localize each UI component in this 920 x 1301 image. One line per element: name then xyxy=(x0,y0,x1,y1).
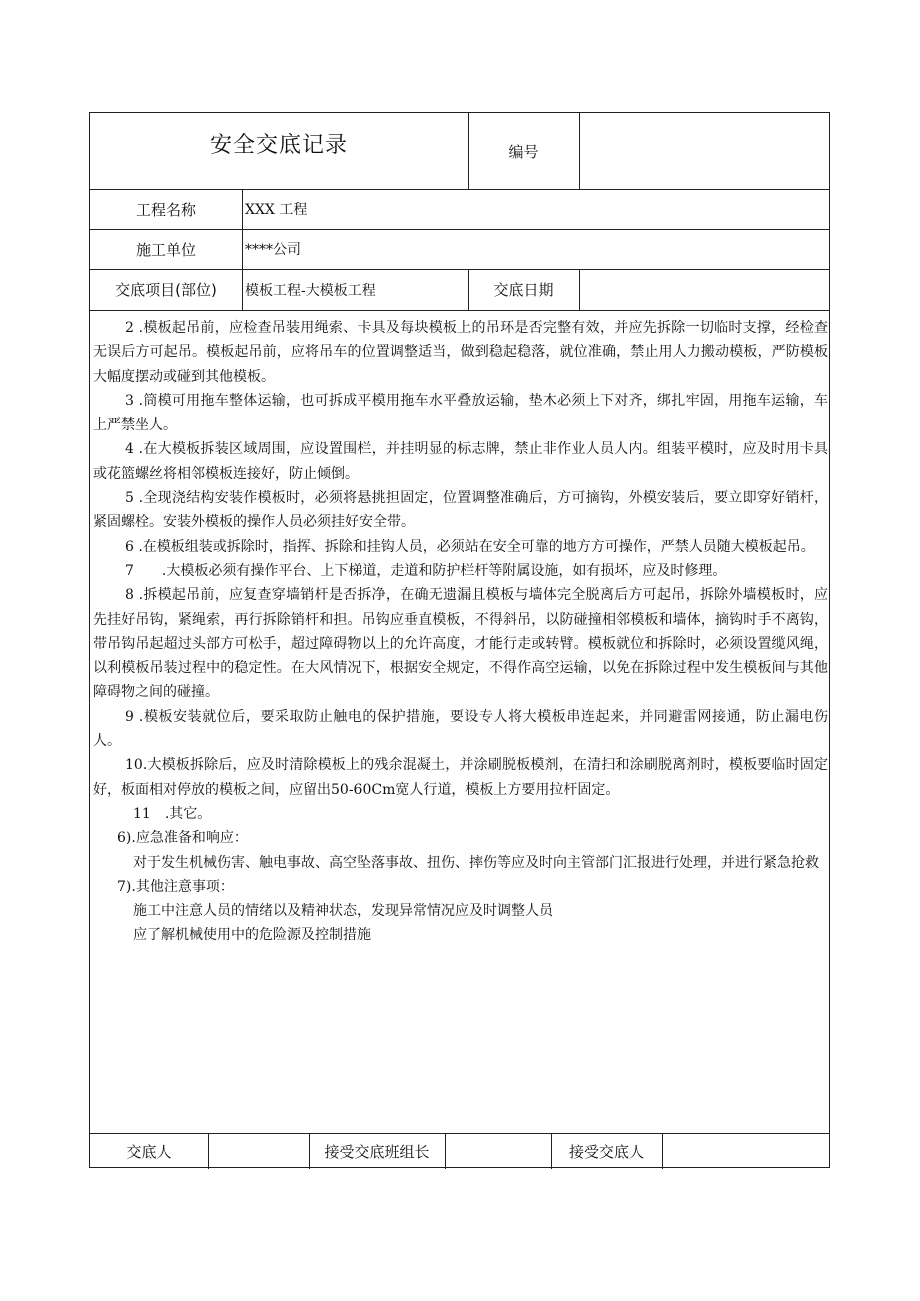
content-paragraph: 2 .模板起吊前，应检查吊装用绳索、卡具及每块模板上的吊环是否完整有效，并应先拆除一切临时支撑，经检查无误后方可起吊。模板起吊前，应将吊车的位置调整适当，做到稳起稳落，就位准确，禁止用人力搬动模板，严防模板大幅度摆动或碰到其他模板。 xyxy=(93,320,828,385)
content-item-11: 11 .其它。 xyxy=(133,805,212,822)
content-paragraph: 6 .在模板组装或拆除时，指挥、拆除和挂钩人员，必须站在安全可靠的地方方可操作，严禁人员随大模板起吊。 xyxy=(125,538,815,555)
emergency-heading: 6).应急准备和响应： xyxy=(117,830,248,847)
discloser-label: 交底人 xyxy=(126,1142,172,1161)
disclosure-date-label: 交底日期 xyxy=(493,281,554,299)
divider xyxy=(90,310,829,311)
emergency-text: 对于发生机械伤害、触电事故、高空坠落事故、扭伤、摔伤等应及时向主管部门汇报进行处理，并进行紧急抢救 xyxy=(133,854,819,871)
number-field[interactable] xyxy=(579,113,831,189)
construction-unit-value[interactable]: ****公司 xyxy=(245,242,301,258)
content-paragraph: 10.大模板拆除后，应及时清除模板上的残余混凝土，并涂刷脱板模剂，在清扫和涂刷脱离剂时，模板要临时固定好，板面相对停放的模板之间，应留出50-60Cm宽人行道，模板上方要用拉杆固定。 xyxy=(93,757,828,798)
other-notes-heading: 7).其他注意事项： xyxy=(117,878,234,895)
disclosure-date-field[interactable] xyxy=(579,269,831,310)
team-leader-signature-field[interactable] xyxy=(445,1133,551,1169)
other-note-item: 施工中注意人员的情绪以及精神状态，发现异常情况应及时调整人员 xyxy=(133,903,553,920)
disclosure-item-label: 交底项目(部位) xyxy=(115,281,217,299)
receiver-signature-field[interactable] xyxy=(662,1133,831,1169)
project-name-value[interactable]: XXX 工程 xyxy=(245,202,308,218)
page-title: 安全交底记录 xyxy=(209,132,348,158)
disclosure-content xyxy=(90,316,831,948)
safety-disclosure-form xyxy=(89,112,830,1168)
discloser-signature-field[interactable] xyxy=(208,1133,309,1169)
number-label: 编号 xyxy=(508,142,539,161)
receiver-label: 接受交底人 xyxy=(568,1142,644,1161)
content-paragraph: 4 .在大模板拆装区域周围，应设置围栏，并挂明显的标志牌，禁止非作业人员人内。组装平模时，应及时用卡具或花篮螺丝将相邻模板连接好，防止倾倒。 xyxy=(93,441,828,482)
content-paragraph: 8 .拆模起吊前，应复查穿墙销杆是否拆净，在确无遗漏且模板与墙体完全脱离后方可起吊，拆除外墙模板时，应先挂好吊钩，紧绳索，再行拆除销杆和担。吊钩应垂直模板，不得斜吊，以防碰撞相邻模板和墙体，摘钩时手不离钩，带吊钩吊起超过头部方可松手，超过障碍物以上的允许高度，才能行走或转臂。模板就位和拆除时，必须设置缆风绳，以利模板吊装过程中的稳定性。在大风情况下，根据安全规定，不得作高空运输，以免在拆除过程中发生模板间与其他障碍物之间的碰撞。 xyxy=(93,587,828,701)
project-name-label: 工程名称 xyxy=(135,200,196,219)
team-leader-label: 接受交底班组长 xyxy=(324,1142,430,1161)
content-paragraph: 9 .模板安装就位后，要采取防止触电的保护措施，要设专人将大模板串连起来，并同避雷网接通，防止漏电伤人。 xyxy=(93,708,828,750)
content-paragraph: 7 .大模板必须有操作平台、上下梯道，走道和防护栏杆等附属设施，如有损坏，应及时修理。 xyxy=(125,562,727,579)
other-note-item: 应了解机械使用中的危险源及控制措施 xyxy=(133,927,371,944)
construction-unit-label: 施工单位 xyxy=(135,240,196,259)
content-paragraph: 3 .筒模可用拖车整体运输，也可拆成平模用拖车水平叠放运输，垫木必须上下对齐，绑扎牢固，用拖车运输，车上严禁坐人。 xyxy=(93,392,828,434)
content-paragraph: 5 .全现浇结构安装作模板时，必须将悬挑担固定，位置调整准确后，方可摘钩，外模安装后，要立即穿好销杆，紧固螺栓。安装外模板的操作人员必须挂好安全带。 xyxy=(93,490,828,531)
disclosure-item-value[interactable]: 模板工程-大模板工程 xyxy=(245,282,376,299)
